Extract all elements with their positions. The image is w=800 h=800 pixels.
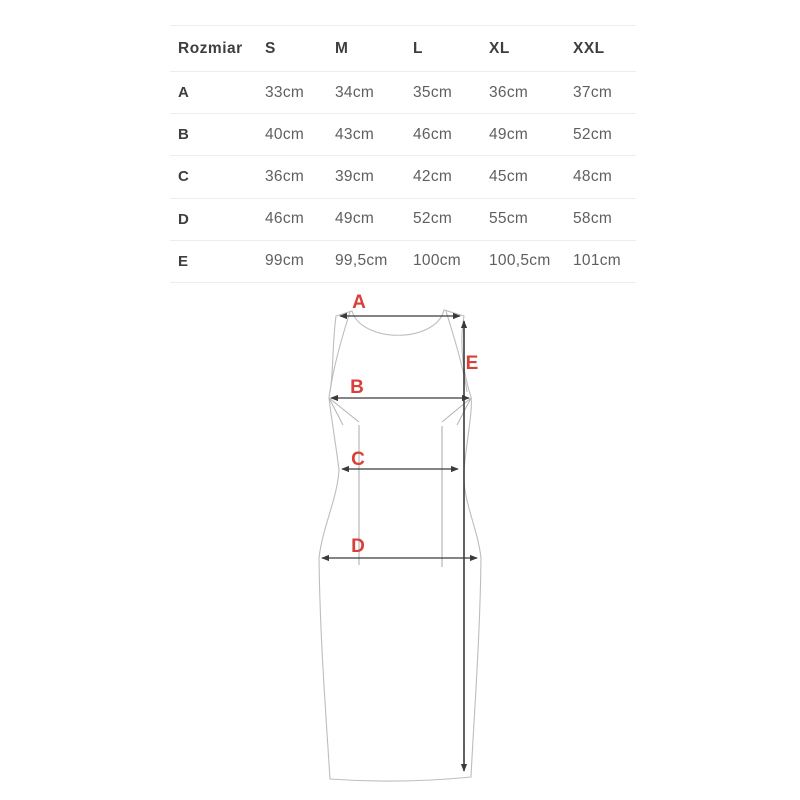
size-value-cell: 100,5cm bbox=[489, 252, 551, 270]
row-label: D bbox=[178, 210, 190, 228]
dimension-label-d: D bbox=[351, 536, 365, 557]
row-label: C bbox=[178, 168, 190, 186]
size-value-cell: 36cm bbox=[489, 83, 529, 101]
size-value-cell: 40cm bbox=[265, 125, 305, 143]
row-label: E bbox=[178, 252, 189, 270]
size-value-cell: 49cm bbox=[489, 125, 529, 143]
bust-seam-right bbox=[442, 398, 471, 425]
dimension-label-c: C bbox=[351, 449, 365, 470]
dimension-label-a: A bbox=[352, 292, 366, 313]
size-value-cell: 33cm bbox=[265, 83, 305, 101]
size-value-cell: 35cm bbox=[413, 83, 453, 101]
size-value-cell: 46cm bbox=[413, 125, 453, 143]
column-header-l: L bbox=[413, 39, 423, 57]
size-value-cell: 52cm bbox=[413, 210, 453, 228]
size-value-cell: 101cm bbox=[573, 252, 622, 270]
column-header-s: S bbox=[265, 39, 276, 57]
size-value-cell: 49cm bbox=[335, 210, 375, 228]
size-value-cell: 34cm bbox=[335, 83, 375, 101]
size-value-cell: 100cm bbox=[413, 252, 462, 270]
size-value-cell: 99cm bbox=[265, 252, 305, 270]
dress-outline bbox=[319, 310, 481, 781]
size-value-cell: 39cm bbox=[335, 167, 375, 185]
size-value-cell: 48cm bbox=[573, 167, 613, 185]
column-header-m: M bbox=[335, 39, 349, 57]
size-value-cell: 42cm bbox=[413, 167, 453, 185]
size-value-cell: 37cm bbox=[573, 83, 613, 101]
column-header-xxl: XXL bbox=[573, 39, 605, 57]
column-header-rozmiar: Rozmiar bbox=[178, 39, 243, 57]
size-value-cell: 58cm bbox=[573, 210, 613, 228]
column-header-xl: XL bbox=[489, 39, 510, 57]
size-value-cell: 45cm bbox=[489, 167, 529, 185]
row-label: A bbox=[178, 84, 190, 102]
dimension-label-b: B bbox=[350, 377, 364, 398]
size-value-cell: 43cm bbox=[335, 125, 375, 143]
row-label: B bbox=[178, 126, 190, 144]
size-value-cell: 55cm bbox=[489, 210, 529, 228]
dimension-label-e: E bbox=[465, 353, 479, 374]
bust-seam-left bbox=[329, 398, 359, 425]
size-value-cell: 36cm bbox=[265, 167, 305, 185]
size-value-cell: 99,5cm bbox=[335, 252, 388, 270]
size-value-cell: 52cm bbox=[573, 125, 613, 143]
size-value-cell: 46cm bbox=[265, 210, 305, 228]
